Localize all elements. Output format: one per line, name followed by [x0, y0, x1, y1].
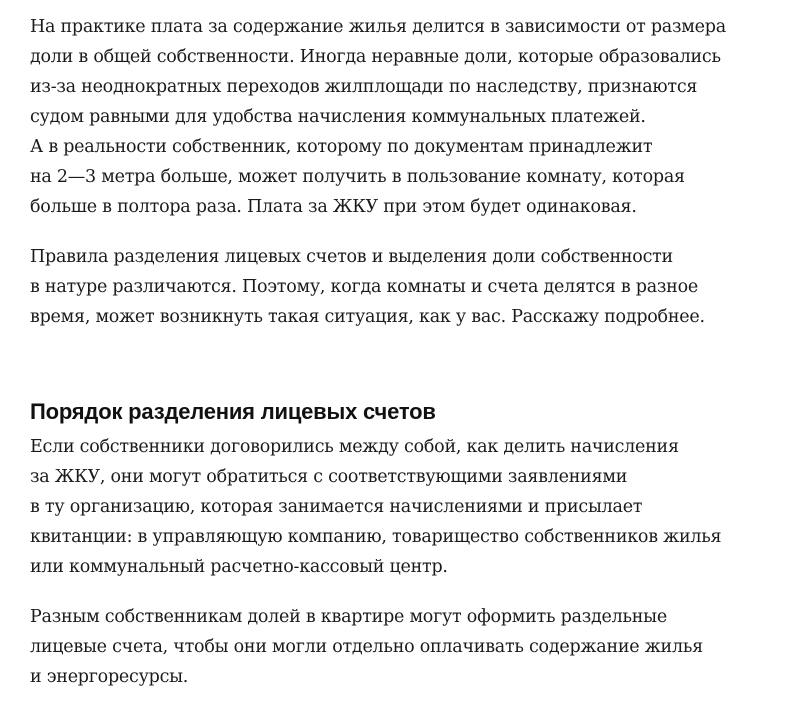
paragraph-spacer	[30, 582, 790, 602]
paragraph-share-payment	[30, 12, 790, 222]
paragraph-line: Если собственники договорились между собой, как делить начисления	[30, 437, 679, 457]
paragraph-separate-accounts	[30, 602, 790, 692]
paragraph-line: квитанции: в управляющую компанию, товарищество собственников жилья	[30, 527, 722, 547]
paragraph-line: время, может возникнуть такая ситуация, как у вас. Расскажу подробнее.	[30, 307, 705, 327]
paragraph-line: больше в полтора раза. Плата за ЖКУ при этом будет одинаковая.	[30, 197, 637, 217]
paragraph-rules-differ	[30, 242, 790, 332]
paragraph-line: Разным собственникам долей в квартире могут оформить раздельные	[30, 607, 667, 627]
paragraph-line: на 2—3 метра больше, может получить в пользование комнату, которая	[30, 167, 685, 187]
paragraph-line: доли в общей собственности. Иногда неравные доли, которые образовались	[30, 47, 721, 67]
paragraph-line: в ту организацию, которая занимается начислениями и присылает	[30, 497, 643, 517]
paragraph-line: за ЖКУ, они могут обратиться с соответствующими заявлениями	[30, 467, 628, 487]
paragraph-line: А в реальности собственник, которому по документам принадлежит	[30, 137, 653, 157]
paragraph-line: в натуре различаются. Поэтому, когда комнаты и счета делятся в разное	[30, 277, 698, 297]
section-heading: Порядок разделения лицевых счетов	[30, 399, 436, 424]
paragraph-line: лицевые счета, чтобы они могли отдельно оплачивать содержание жилья	[30, 637, 703, 657]
paragraph-line: или коммунальный расчетно-кассовый центр.	[30, 557, 448, 577]
article-body	[30, 12, 790, 692]
section-spacer	[30, 332, 790, 397]
paragraph-line: судом равными для удобства начисления коммунальных платежей.	[30, 107, 646, 127]
paragraph-line: На практике плата за содержание жилья делится в зависимости от размера	[30, 17, 726, 37]
paragraph-line: из-за неоднократных переходов жилплощади по наследству, признаются	[30, 77, 698, 97]
paragraph-line: Правила разделения лицевых счетов и выделения доли собственности	[30, 247, 673, 267]
paragraph-owners-agreement	[30, 432, 790, 582]
paragraph-line: и энергоресурсы.	[30, 667, 189, 687]
paragraph-spacer	[30, 222, 790, 242]
